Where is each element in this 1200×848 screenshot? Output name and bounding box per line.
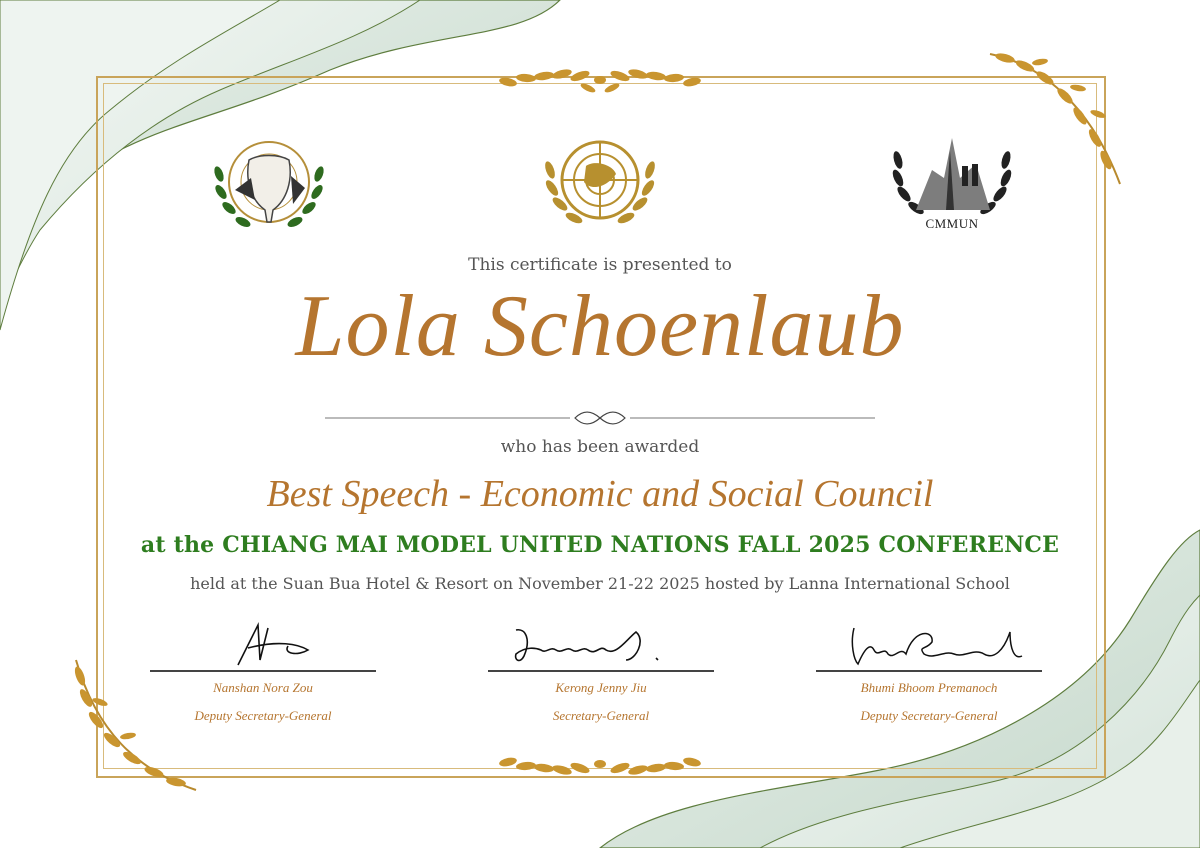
signatory-name-2: Kerong Jenny Jiu [555,680,647,695]
award-title: Best Speech - Economic and Social Council [266,473,934,515]
cmmun-emblem [884,130,1020,240]
signature-1 [148,620,378,670]
signature-line-2 [488,670,714,672]
signatory-name-1: Nanshan Nora Zou [213,680,313,695]
presented-to-text: This certificate is presented to [468,255,732,275]
cmmun-logo-text: CMMUN [925,216,979,231]
bottom-laurel-ornament [488,744,712,788]
top-laurel-ornament [488,56,712,100]
signatory-role-3: Deputy Secretary-General [860,708,998,723]
signature-block-3 [814,620,1044,724]
un-emblem [536,130,664,236]
conference-line: at the CHIANG MAI MODEL UNITED NATIONS FALL 2025 CONFERENCE [140,532,1060,558]
name-divider [325,408,875,428]
signature-2 [486,620,716,670]
awarded-text: who has been awarded [500,437,700,457]
signature-block-2 [486,620,716,724]
signature-block-1 [148,620,378,724]
signatory-role-2: Secretary-General [552,708,650,723]
signatory-name-3: Bhumi Bhoom Premanoch [860,680,998,695]
recipient-name: Lola Schoenlaub [295,278,905,375]
signature-3 [814,620,1044,670]
school-elephant-emblem [205,130,333,238]
signatory-role-1: Deputy Secretary-General [194,708,332,723]
signature-line-3 [816,670,1042,672]
venue-line: held at the Suan Bua Hotel & Resort on November 21-22 2025 hosted by Lanna International School [190,574,1010,593]
signature-line-1 [150,670,376,672]
